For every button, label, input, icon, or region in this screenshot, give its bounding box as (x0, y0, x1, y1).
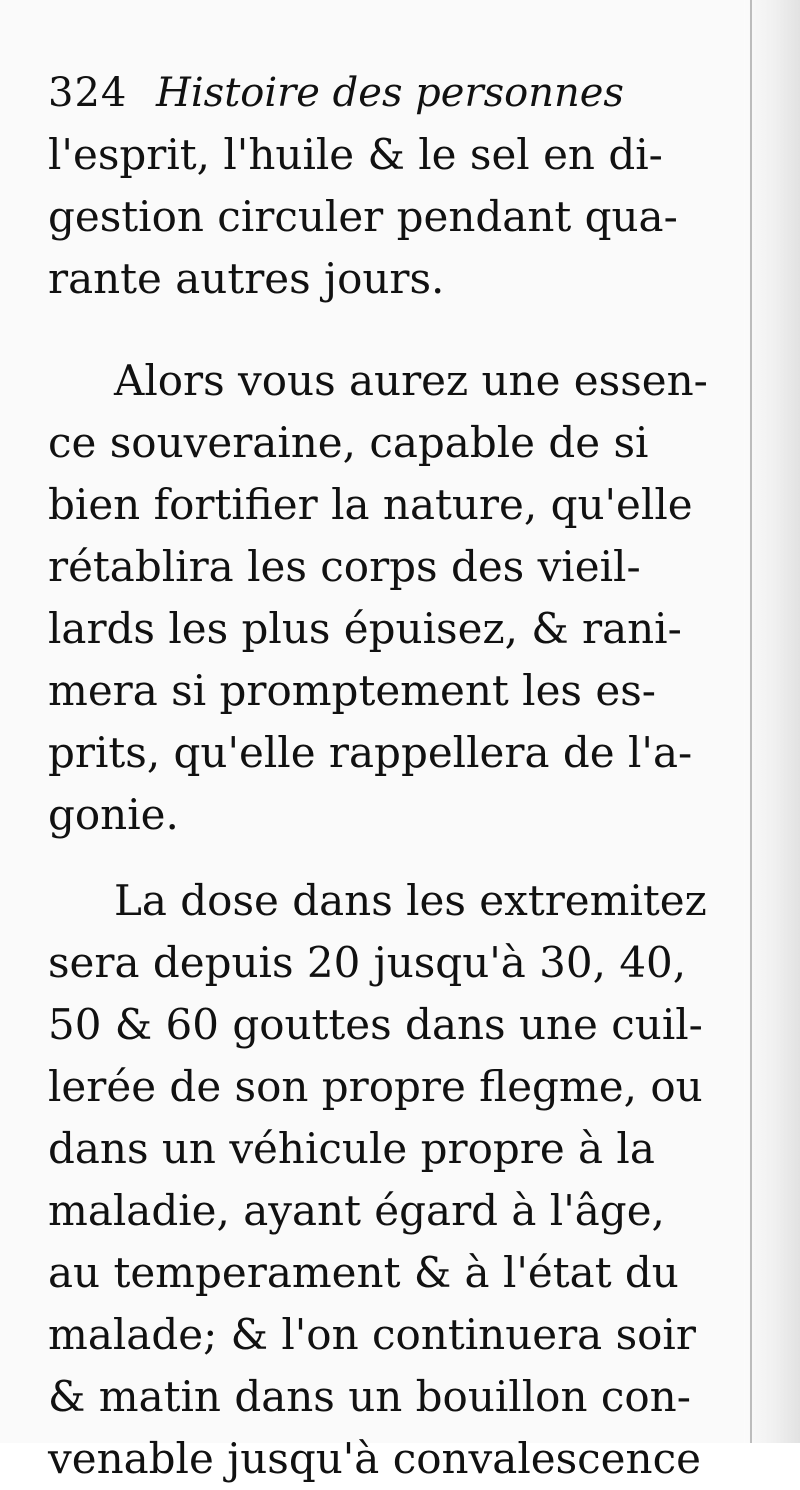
page-number: 324 (48, 70, 128, 116)
paragraph-first-line: La dose dans les extremitez (114, 876, 707, 925)
text-line: prits, qu'elle rappellera de l'a- (48, 728, 693, 777)
page-text (48, 62, 708, 1490)
text-line: sera depuis 20 jusqu'à 30, 40, (48, 938, 687, 987)
text-line: malade; & l'on continuera soir (48, 1310, 696, 1359)
page-header (48, 62, 688, 124)
text-line: au temperament & à l'état du (48, 1248, 679, 1297)
text-line: mera si promptement les es- (48, 666, 656, 715)
running-title: Histoire des personnes (156, 70, 624, 116)
text-line: gonie. (48, 790, 179, 839)
paragraph-first-line: Alors vous aurez une essen- (114, 356, 708, 405)
text-line: ce souveraine, capable de si (48, 418, 649, 467)
page-edge-shadow (744, 0, 800, 1443)
text-line: gestion circuler pendant qua- (48, 192, 678, 241)
binding-line (750, 0, 752, 1443)
text-line: venable jusqu'à convalescence (48, 1434, 701, 1483)
text-line: rante autres jours. (48, 254, 445, 303)
text-line: dans un véhicule propre à la (48, 1124, 655, 1173)
text-line: & matin dans un bouillon con- (48, 1372, 691, 1421)
text-line: l'esprit, l'huile & le sel en di- (48, 130, 663, 179)
paragraph-gap (48, 310, 688, 350)
text-line: lards les plus épuisez, & rani- (48, 604, 682, 653)
text-line: rétablira les corps des vieil- (48, 542, 641, 591)
text-line: bien fortifier la nature, qu'elle (48, 480, 693, 529)
text-line: maladie, ayant égard à l'âge, (48, 1186, 665, 1235)
text-line: lerée de son propre flegme, ou (48, 1062, 703, 1111)
paragraph-gap (48, 846, 688, 870)
text-line: 50 & 60 gouttes dans une cuil- (48, 1000, 703, 1049)
